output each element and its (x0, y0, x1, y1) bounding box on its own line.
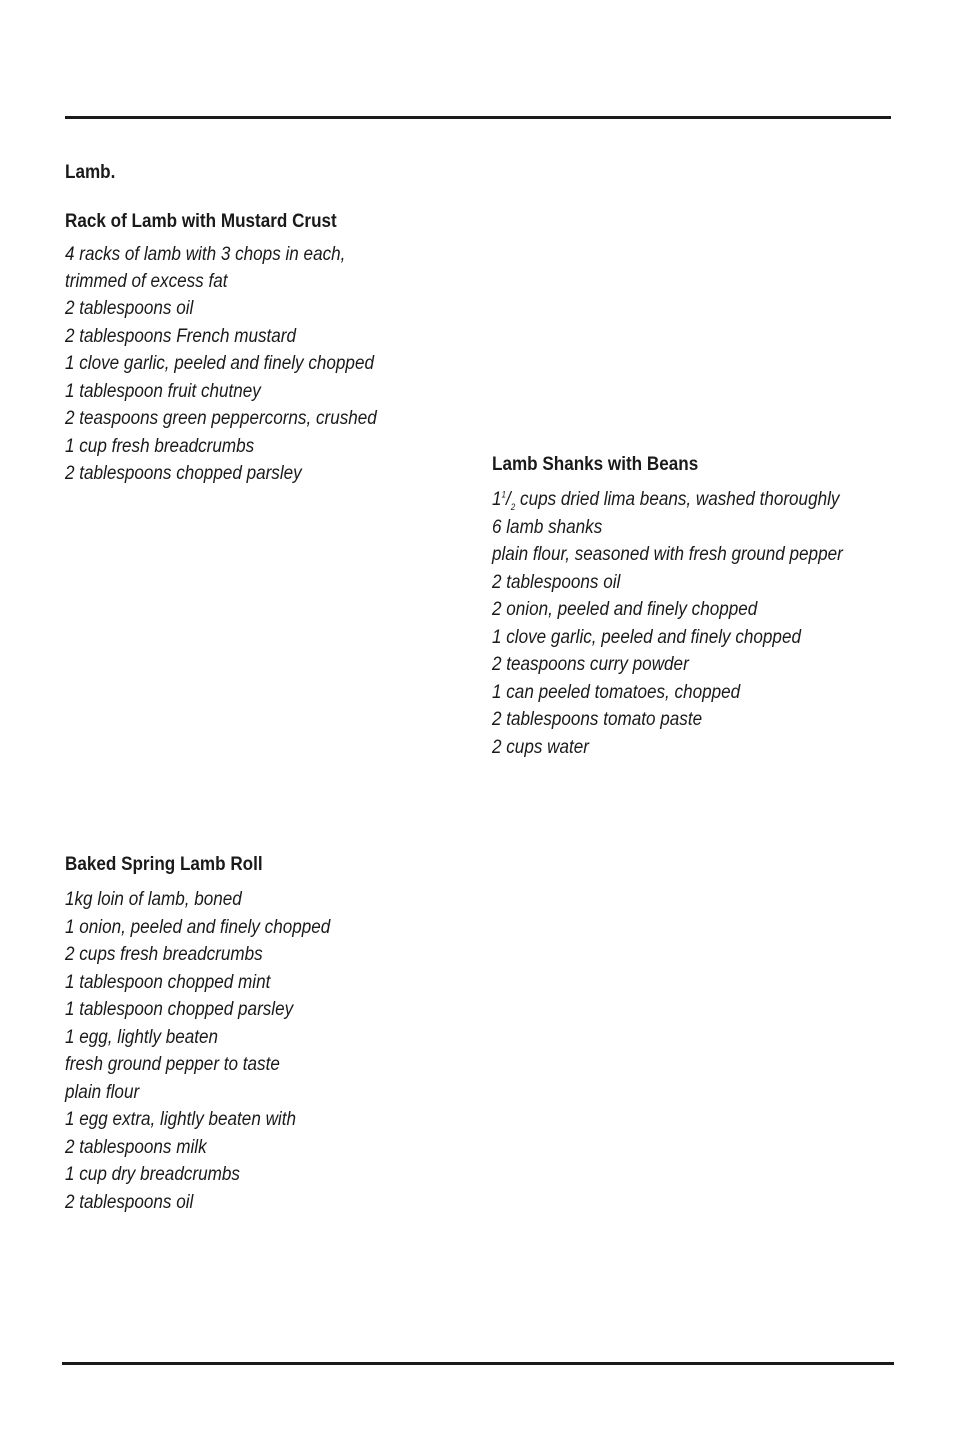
recipe-lamb-shanks (492, 452, 882, 761)
ingredient-item: 1 cup dry breadcrumbs (65, 1164, 240, 1185)
ingredient-item: trimmed of excess fat (65, 270, 228, 292)
ingredient-item: 1 onion, peeled and finely chopped (65, 916, 331, 938)
recipe-title: Baked Spring Lamb Roll (65, 854, 263, 875)
ingredient-item: 2 tablespoons French mustard (65, 325, 296, 347)
ingredient-item: 2 tablespoons oil (65, 298, 194, 319)
ingredient-item: 1 tablespoon chopped mint (65, 971, 271, 993)
ingredient-item: 2 teaspoons curry powder (492, 654, 689, 675)
fraction-denominator: 2 (510, 501, 516, 512)
ingredient-item: 1 clove garlic, peeled and finely chopped (65, 353, 374, 374)
ingredient-list (65, 886, 360, 1216)
section-title: Lamb. (65, 162, 116, 183)
ingredient-item: 1 tablespoon chopped parsley (65, 999, 294, 1020)
ingredient-item: 1 tablespoon fruit chutney (65, 380, 261, 402)
fraction (502, 489, 516, 510)
ingredient-item: 2 tablespoons oil (492, 571, 621, 593)
fraction-slash: / (506, 489, 511, 510)
ingredient-text: cups dried lima beans, washed thoroughly (515, 489, 840, 510)
ingredient-item: plain flour (65, 1081, 140, 1103)
ingredient-item: 2 tablespoons milk (65, 1136, 207, 1158)
ingredient-list (492, 486, 882, 761)
ingredient-item: 1 cup fresh breadcrumbs (65, 435, 255, 457)
ingredient-item: 2 teaspoons green peppercorns, crushed (65, 408, 377, 429)
ingredient-item (492, 486, 843, 514)
fraction-whole: 1 (492, 489, 502, 510)
recipe-title: Rack of Lamb with Mustard Crust (65, 211, 337, 232)
recipe-baked-spring-lamb-roll (65, 852, 360, 1216)
bottom-rule (62, 1362, 894, 1365)
ingredient-item: 1 clove garlic, peeled and finely chopped (492, 626, 801, 648)
ingredient-item: 4 racks of lamb with 3 chops in each, (65, 244, 346, 265)
recipe-rack-of-lamb (65, 209, 411, 488)
ingredient-item: 2 cups water (492, 736, 589, 758)
ingredient-item: 1kg loin of lamb, boned (65, 889, 242, 910)
ingredient-item: 2 onion, peeled and finely chopped (492, 599, 758, 620)
ingredient-item: 2 tablespoons chopped parsley (65, 463, 302, 484)
fraction-numerator: 1 (501, 489, 507, 500)
ingredient-item: 1 can peeled tomatoes, chopped (492, 681, 741, 703)
ingredient-item: fresh ground pepper to taste (65, 1054, 280, 1075)
ingredient-list (65, 243, 411, 488)
recipe-title: Lamb Shanks with Beans (492, 454, 699, 475)
ingredient-item: 1 egg, lightly beaten (65, 1026, 219, 1048)
top-rule (65, 116, 891, 119)
ingredient-item: plain flour, seasoned with fresh ground pepper (492, 544, 843, 565)
ingredient-item: 6 lamb shanks (492, 516, 603, 538)
ingredient-item: 2 tablespoons oil (65, 1191, 194, 1213)
ingredient-item: 2 tablespoons tomato paste (492, 709, 703, 730)
ingredient-item: 2 cups fresh breadcrumbs (65, 944, 263, 965)
ingredient-item: 1 egg extra, lightly beaten with (65, 1109, 297, 1130)
